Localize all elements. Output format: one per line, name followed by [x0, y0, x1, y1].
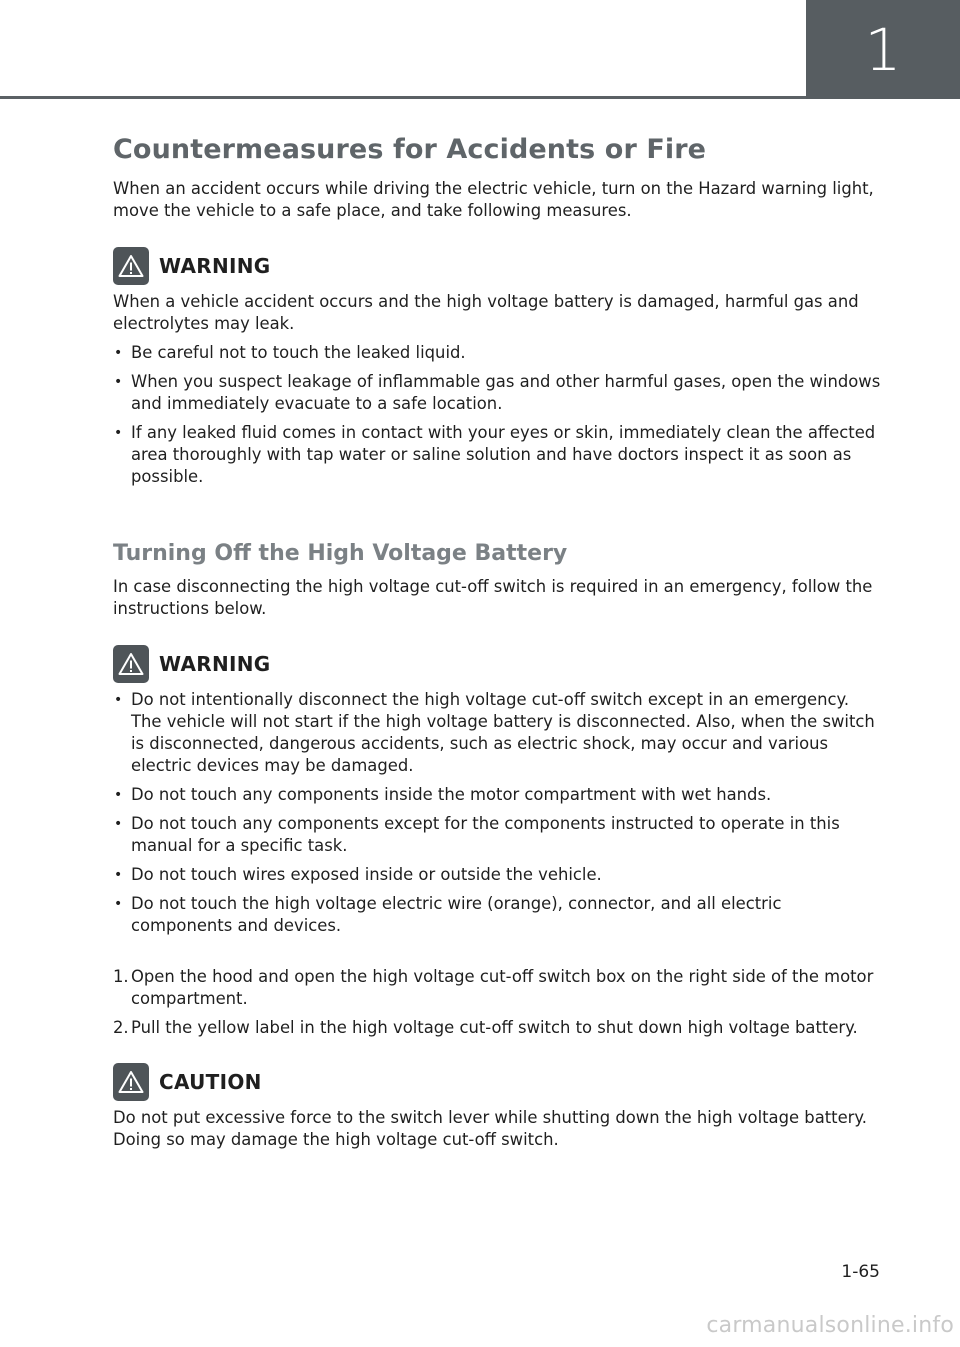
header-rule [0, 96, 806, 99]
section-title-accidents: Countermeasures for Accidents or Fire [113, 134, 707, 165]
list-item: • Do not touch any components except for the components instructed to operate in this manual for a specific task. [113, 813, 881, 857]
warning-label: WARNING [159, 254, 271, 278]
list-item: • If any leaked fluid comes in contact with your eyes or skin, immediately clean the affected area thoroughly with tap water or saline solution and have doctors inspect it as soon as possible. [113, 422, 881, 488]
warning-triangle-icon [113, 247, 149, 285]
step-item [113, 966, 881, 1010]
section-title-battery: Turning Off the High Voltage Battery [113, 541, 568, 566]
caution-header [113, 1063, 881, 1101]
warning-header [113, 645, 881, 683]
warning-triangle-icon [113, 645, 149, 683]
list-item: • Do not touch the high voltage electric wire (orange), connector, and all electric components and devices. [113, 893, 881, 937]
chapter-tab [806, 0, 960, 99]
list-item: • Do not intentionally disconnect the high voltage cut-off switch except in an emergency. The vehicle will not start if the high voltage battery is disconnected. Also, when the switch is disconnected, dangerous accidents, such as electric shock, may occur and various electric devices may be damaged. [113, 689, 881, 777]
section-intro-battery: In case disconnecting the high voltage cut-off switch is required in an emergency, follow the instructions below. [113, 577, 873, 618]
caution-label: CAUTION [159, 1070, 262, 1094]
warning-block-battery [113, 645, 881, 937]
section-intro-accidents: When an accident occurs while driving the electric vehicle, turn on the Hazard warning light, move the vehicle to a safe place, and take following measures. [113, 179, 874, 220]
page-content [113, 134, 881, 1151]
warning-bullets [113, 689, 881, 937]
warning-text: When a vehicle accident occurs and the high voltage battery is damaged, harmful gas and electrolytes may leak. [113, 292, 859, 333]
caution-text: Do not put excessive force to the switch lever while shutting down the high voltage battery. Doing so may damage the high voltage cut-off switch. [113, 1108, 867, 1149]
warning-bullets [113, 342, 881, 488]
watermark: carmanualsonline.info [706, 1313, 954, 1338]
instruction-steps [113, 966, 881, 1039]
step-number: 2. [113, 1018, 129, 1037]
list-item: • Do not touch any components inside the motor compartment with wet hands. [113, 784, 881, 806]
warning-block-accidents [113, 247, 881, 488]
step-text: Open the hood and open the high voltage cut-off switch box on the right side of the motor compartment. [131, 967, 874, 1008]
list-item: • Do not touch wires exposed inside or outside the vehicle. [113, 864, 881, 886]
warning-header [113, 247, 881, 285]
step-item [113, 1017, 881, 1039]
chapter-number: 1 [864, 15, 902, 84]
caution-triangle-icon [113, 1063, 149, 1101]
step-text: Pull the yellow label in the high voltage cut-off switch to shut down high voltage battery. [131, 1018, 858, 1037]
page-number: 1-65 [841, 1262, 880, 1282]
list-item: • Be careful not to touch the leaked liquid. [113, 342, 881, 364]
step-number: 1. [113, 967, 129, 986]
caution-block [113, 1063, 881, 1151]
warning-label: WARNING [159, 652, 271, 676]
list-item: • When you suspect leakage of inflammable gas and other harmful gases, open the windows and immediately evacuate to a safe location. [113, 371, 881, 415]
